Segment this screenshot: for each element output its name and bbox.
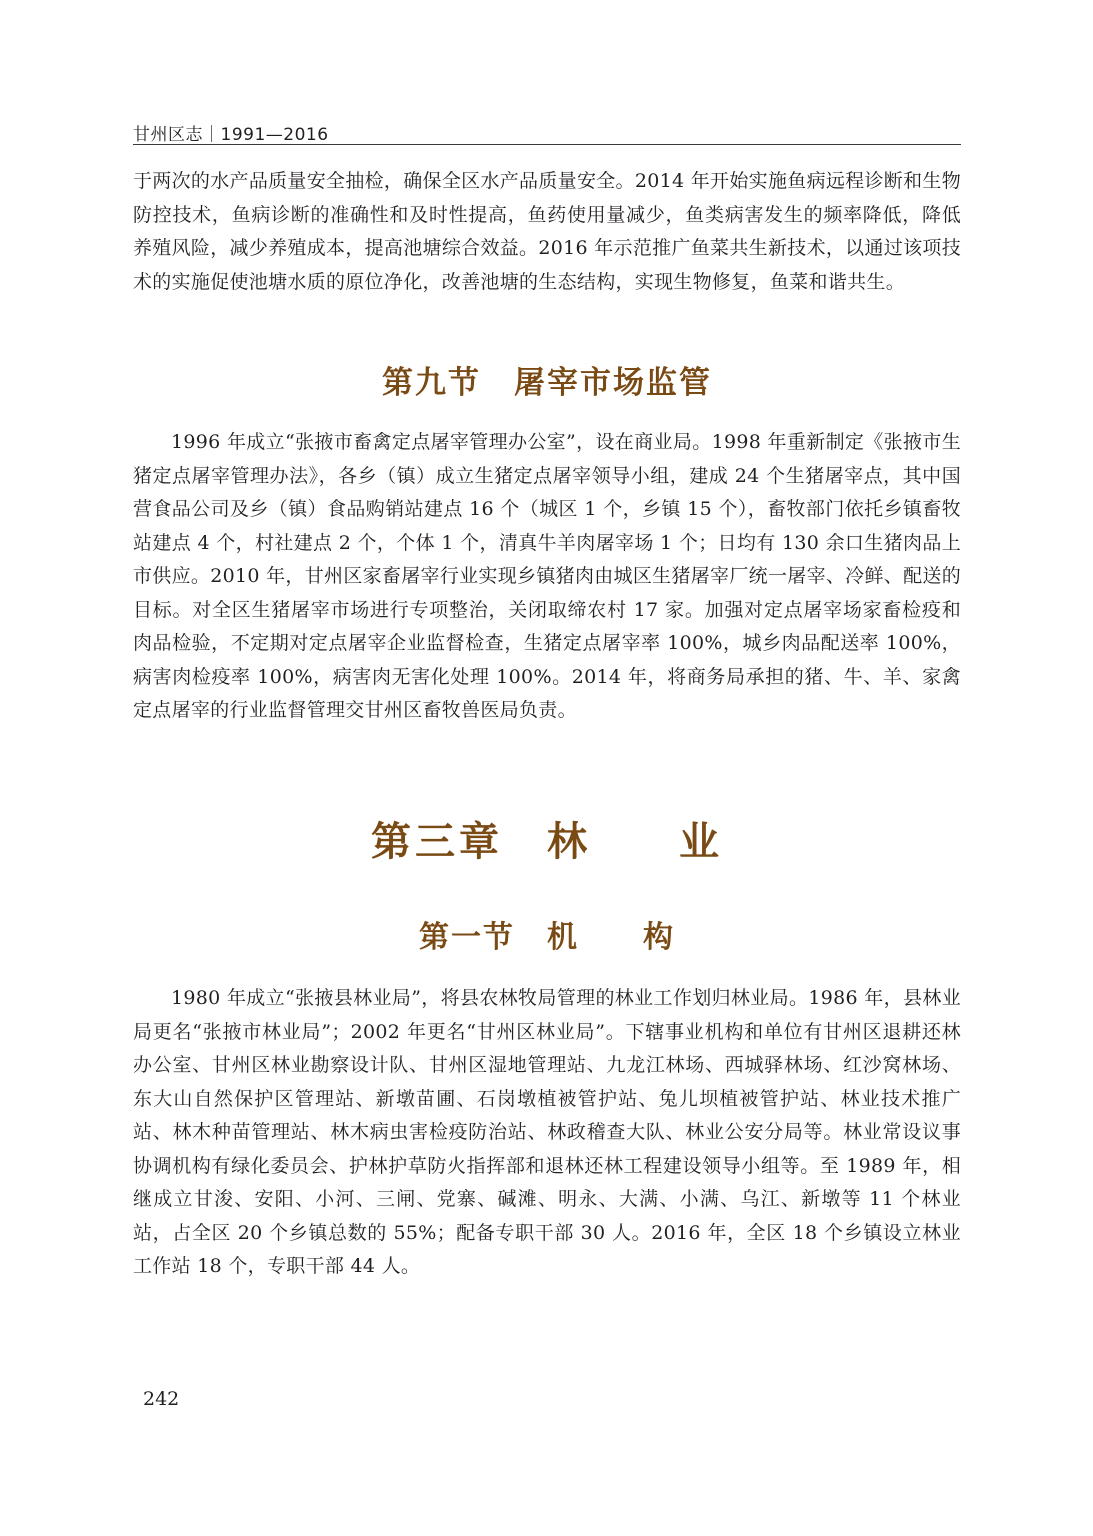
section-1-paragraph: 1980 年成立“张掖县林业局”，将县农林牧局管理的林业工作划归林业局。1986 年，县林业局更名“张掖市林业局”；2002 年更名“甘州区林业局”。下辖事业机构和单位有甘州区退耕还林办公室、甘州区林业勘察设计队、甘州区湿地管理站、九龙江林场、西城驿林场、红沙窝林场、东大山自然保护区管理站、新墩苗圃、石岗墩植被管护站、兔儿坝植被管护站、林业技术推广站、林木种苗管理站、林木病虫害检疫防治站、林政稽查大队、林业公安分局等。林业常设议事协调机构有绿化委员会、护林护草防火指挥部和退林还林工程建设领导小组等。至 1989 年，相继成立甘浚、安阳、小河、三闸、党寨、碱滩、明永、大满、小满、乌江、新墩等 11 个林业站，占全区 20 个乡镇总数的 55%；配备专职干部 30 人。2016 年，全区 18 个乡镇设立林业工作站 18 个，专职干部 44 人。 [133, 987, 961, 1277]
chapter-3-title: 第三章 林 业 [371, 819, 723, 865]
running-header [133, 118, 961, 145]
section-9-title: 第九节 屠宰市场监管 [382, 365, 712, 401]
section-9-body [133, 426, 961, 728]
section-1-body [133, 982, 961, 1284]
intro-paragraph-block [133, 165, 961, 299]
section-1-title: 第一节 机 构 [419, 920, 675, 955]
intro-paragraph: 于两次的水产品质量安全抽检，确保全区水产品质量安全。2014 年开始实施鱼病远程诊断和生物防控技术，鱼病诊断的准确性和及时性提高，鱼药使用量减少，鱼类病害发生的频率降低，降低养殖风险，减少养殖成本，提高池塘综合效益。2016 年示范推广鱼菜共生新技术，以通过该项技术的实施促使池塘水质的原位净化，改善池塘的生态结构，实现生物修复，鱼菜和谐共生。 [133, 170, 961, 293]
section-9-paragraph: 1996 年成立“张掖市畜禽定点屠宰管理办公室”，设在商业局。1998 年重新制定《张掖市生猪定点屠宰管理办法》，各乡（镇）成立生猪定点屠宰领导小组，建成 24 个生猪屠宰点，其中国营食品公司及乡（镇）食品购销站建点 16 个（城区 1 个，乡镇 15 个），畜牧部门依托乡镇畜牧站建点 4 个，村社建点 2 个，个体 1 个，清真牛羊肉屠宰场 1 个；日均有 130 余口生猪肉品上市供应。2010 年，甘州区家畜屠宰行业实现乡镇猪肉由城区生猪屠宰厂统一屠宰、冷鲜、配送的目标。对全区生猪屠宰市场进行专项整治，关闭取缔农村 17 家。加强对定点屠宰场家畜检疫和肉品检验，不定期对定点屠宰企业监督检查，生猪定点屠宰率 100%，城乡肉品配送率 100%，病害肉检疫率 100%，病害肉无害化处理 100%。2014 年，将商务局承担的猪、牛、羊、家禽定点屠宰的行业监督管理交甘州区畜牧兽医局负责。 [133, 431, 961, 721]
header-title: 甘州区志｜1991—2016 [133, 125, 329, 145]
page-number: 242 [143, 1388, 180, 1410]
